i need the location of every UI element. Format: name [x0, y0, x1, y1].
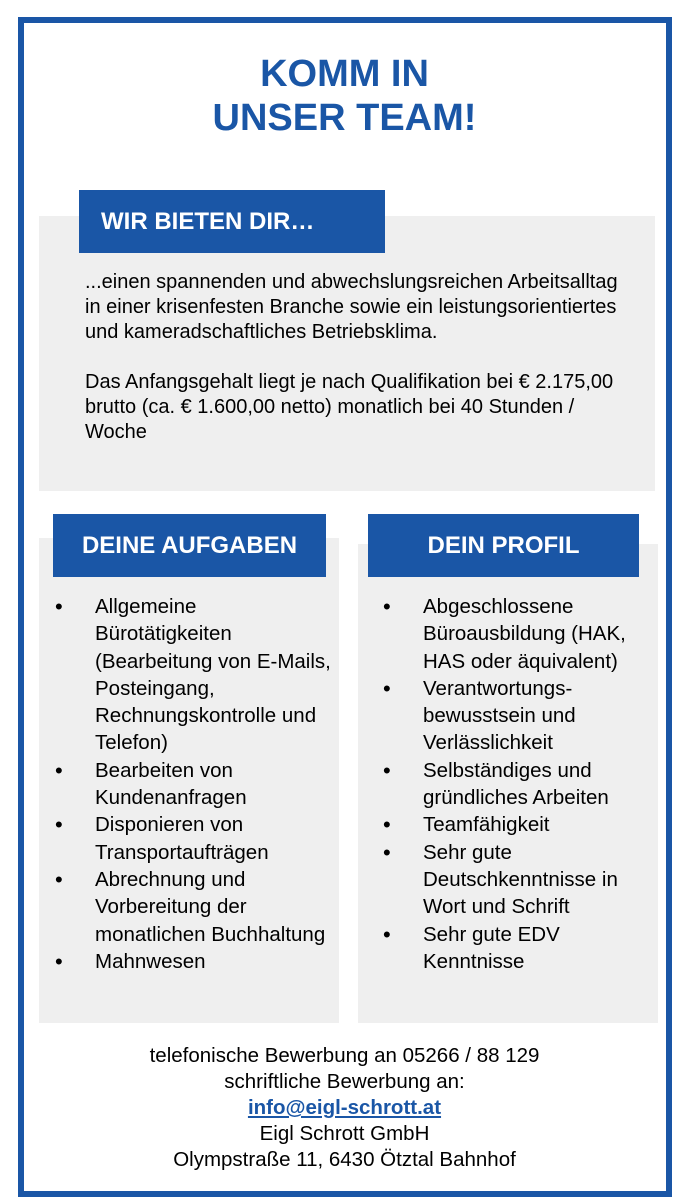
title-line-2: UNSER TEAM!	[212, 97, 477, 139]
offer-paragraph-1: ...einen spannenden und abwechslungsreichen Arbeitsalltag in einer krisenfesten Branche sowie ein leistungsorientiertes und kameradschaftliches Betriebsklima.	[85, 271, 618, 343]
tasks-heading	[53, 514, 326, 577]
profile-heading-text: DEIN PROFIL	[427, 531, 580, 559]
company-name: Eigl Schrott GmbH	[259, 1122, 430, 1145]
profile-item: • Sehr gute EDV Kenntnisse	[368, 921, 658, 976]
profile-item: • Sehr gute Deutschkenntnisse in Wort und Schrift	[368, 839, 658, 921]
title-line-1: KOMM IN	[260, 53, 429, 95]
offer-paragraph-2: Das Anfangsgehalt liegt je nach Qualifikation bei € 2.175,00 brutto (ca. € 1.600,00 netto) monatlich bei 40 Stunden / Woche	[85, 371, 614, 443]
company-address: Olympstraße 11, 6430 Ötztal Bahnhof	[173, 1148, 516, 1171]
profile-item: • Teamfähigkeit	[368, 811, 658, 838]
tasks-item: • Mahnwesen	[40, 948, 335, 975]
email-link[interactable]: info@eigl-schrott.at	[247, 1096, 442, 1119]
profile-heading	[368, 514, 639, 577]
profile-item: • Verantwortungs-bewusstsein und Verlässlichkeit	[368, 675, 658, 757]
tasks-item: • Disponieren von Transportaufträgen	[40, 811, 335, 866]
tasks-list	[40, 593, 335, 975]
contact-footer	[0, 1043, 689, 1173]
offer-text	[85, 270, 625, 445]
tasks-item: • Bearbeiten von Kundenanfragen	[40, 757, 335, 812]
page-title	[0, 52, 689, 140]
profile-item: • Selbständiges und gründliches Arbeiten	[368, 757, 658, 812]
profile-list	[368, 593, 658, 975]
tasks-item: • Abrechnung und Vorbereitung der monatlichen Buchhaltung	[40, 866, 335, 948]
offer-heading	[79, 190, 385, 253]
offer-heading-text: WIR BIETEN DIR…	[101, 207, 315, 235]
tasks-item: • Allgemeine Bürotätigkeiten (Bearbeitung von E-Mails, Posteingang, Rechnungskontrolle und Telefon)	[40, 593, 335, 757]
written-line: schriftliche Bewerbung an:	[224, 1070, 465, 1093]
phone-line: telefonische Bewerbung an 05266 / 88 129	[149, 1044, 540, 1067]
profile-item: • Abgeschlossene Büroausbildung (HAK, HAS oder äquivalent)	[368, 593, 658, 675]
tasks-heading-text: DEINE AUFGABEN	[81, 531, 298, 559]
